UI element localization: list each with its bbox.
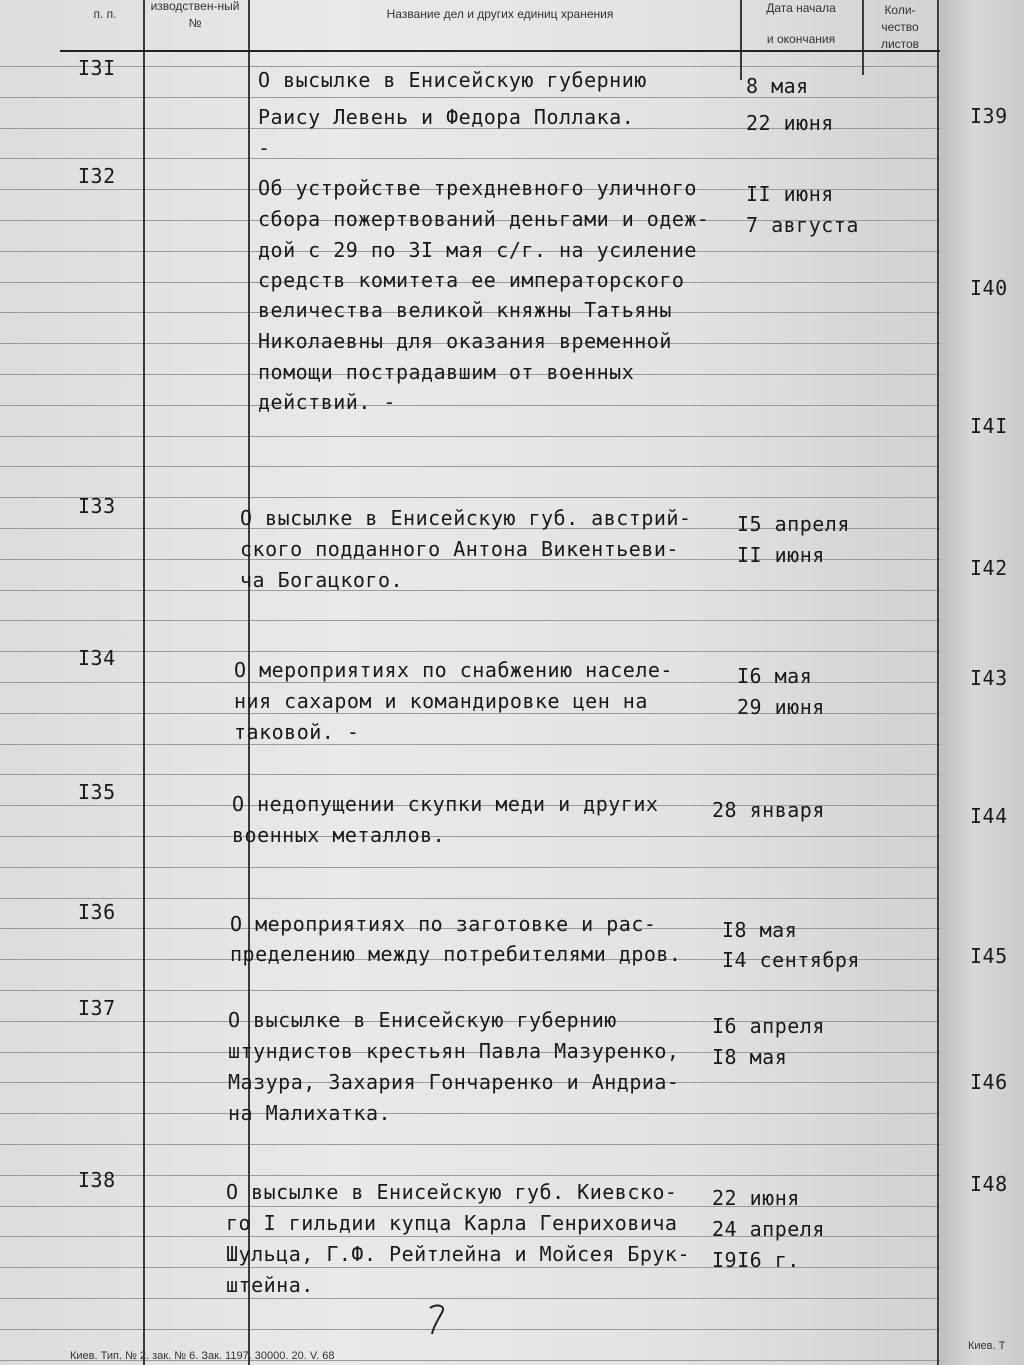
entry-number: I36 [78,900,116,924]
ruled-line [0,97,972,98]
column-divider [862,0,864,75]
entry-text-line: О недопущении скупки меди и других [232,792,659,816]
ruled-line [0,1206,972,1207]
header-col-date-end: и окончания [766,32,836,46]
header-col-production-number: изводствен-ный № [150,0,240,30]
ruled-line [0,1329,972,1330]
entry-date: 29 июня [737,695,825,719]
ruled-line [0,405,972,406]
ruled-line [0,651,972,652]
entry-date: I6 апреля [712,1014,825,1038]
entry-date: 22 июня [746,111,834,135]
entry-date: 28 января [712,798,825,822]
entry-text-line: го I гильдии купца Карла Генриховича [226,1211,678,1235]
column-divider [740,0,742,80]
ruled-line [0,66,972,67]
adjacent-footer: Киев. Т [968,1340,1006,1352]
ruled-line [0,898,972,899]
entry-date: I5 апреля [737,512,850,536]
entry-date: 24 апреля [712,1217,825,1241]
entry-text-line: на Малихатка. [228,1101,392,1125]
ruled-line [0,836,972,837]
header-col-sheets-3: листов [880,37,920,51]
entry-text-line: действий. - [258,390,396,414]
ruled-line [0,1267,972,1268]
entry-number: I38 [78,1168,116,1192]
ruled-line [0,1298,972,1299]
entry-text-line: средств комитета ее императорского [258,268,685,292]
ruled-line [0,466,972,467]
entry-text-line: Шульца, Г.Ф. Рейтлейна и Мойсея Брук- [226,1242,691,1266]
entry-text-line: О мероприятиях по заготовке и рас- [230,912,657,936]
entry-text-line: Раису Левень и Федора Поллака. [258,105,635,129]
entry-number: I34 [78,646,116,670]
entry-date: I8 мая [712,1045,788,1069]
ruled-line [0,436,972,437]
header-rule [60,50,950,52]
ruled-line [0,620,972,621]
right-ref-number: I46 [970,1070,1008,1094]
ruled-line [0,1236,972,1237]
entry-text-line: О мероприятиях по снабжению населе- [234,658,673,682]
entry-text-line: Николаевны для оказания временной [258,329,672,353]
column-divider [143,0,145,1365]
entry-text-line: военных металлов. [232,823,446,847]
ruled-line [0,158,972,159]
entry-text-line: О высылке в Енисейскую губернию [228,1008,617,1032]
header-col-title: Название дел и других единиц хранения [386,7,614,21]
right-ref-number: I40 [970,276,1008,300]
ruled-line [0,1144,972,1145]
entry-date: 8 мая [746,74,809,98]
right-ref-number: I45 [970,944,1008,968]
printer-footer: Киев. Тип. № 2. зак. № 6. Зак. 1197. 30000. 20. V. 68 [70,1350,335,1362]
adjacent-page-edge [940,0,1024,1365]
entry-number: I35 [78,780,116,804]
entry-text-line: О высылке в Енисейскую губ. австрий- [240,506,692,530]
ruled-line [0,1175,972,1176]
right-ref-number: I4I [970,414,1008,438]
entry-date: 22 июня [712,1186,800,1210]
ruled-line [0,867,972,868]
ruled-line [0,590,972,591]
entry-text-line: таковой. - [234,720,360,744]
header-col-sheets-1: Коли- [884,3,916,17]
entry-text-line: штейна. [226,1273,314,1297]
ruled-line [0,990,972,991]
entry-text-line: пределению между потребителями дров. [230,942,682,966]
entry-number: I32 [78,164,116,188]
entry-text-line: сбора пожертвований деньгами и одеж- [258,207,710,231]
entry-text-line: - [258,136,271,160]
entry-date: II июня [737,543,825,567]
entry-text-line: ского подданного Антона Викентьеви- [240,537,679,561]
entry-date: I4 сентября [722,948,860,972]
entry-date: I8 мая [722,918,798,942]
right-ref-number: I43 [970,666,1008,690]
entry-text-line: О высылке в Енисейскую губ. Киевско- [226,1180,678,1204]
entry-text-line: О высылке в Енисейскую губернию [258,68,647,92]
ruled-line [0,497,972,498]
entry-date: I9I6 г. [712,1248,800,1272]
entry-text-line: ния сахаром и командировке цен на [234,689,648,713]
ruled-line [0,682,972,683]
column-divider [937,0,939,1365]
handwritten-mark [424,1302,454,1336]
ruled-line [0,1113,972,1114]
entry-number: I3I [78,56,116,80]
entry-text-line: помощи пострадавшим от военных [258,360,635,384]
header-col-sheets-2: чество [881,20,919,34]
right-ref-number: I44 [970,804,1008,828]
entry-date: II июня [746,182,834,206]
ruled-line [0,744,972,745]
entry-text-line: Об устройстве трехдневного уличного [258,176,697,200]
column-divider [248,0,250,1365]
entry-number: I33 [78,494,116,518]
entry-text-line: величества великой княжны Татьяны [258,298,672,322]
entry-text-line: Мазура, Захария Гончаренко и Андриа- [228,1070,680,1094]
entry-date: I6 мая [737,664,813,688]
entry-text-line: ча Богацкого. [240,568,404,592]
ruled-line [0,713,972,714]
ruled-line [0,774,972,775]
entry-text-line: штундистов крестьян Павла Мазуренко, [228,1039,680,1063]
header-col-number: п. п. [93,7,117,21]
right-ref-number: I39 [970,104,1008,128]
entry-text-line: дой с 29 по 3I мая с/г. на усиление [258,238,697,262]
entry-date: 7 августа [746,213,859,237]
right-ref-number: I48 [970,1172,1008,1196]
right-ref-number: I42 [970,556,1008,580]
entry-number: I37 [78,996,116,1020]
header-col-date-start: Дата начала [766,1,836,15]
